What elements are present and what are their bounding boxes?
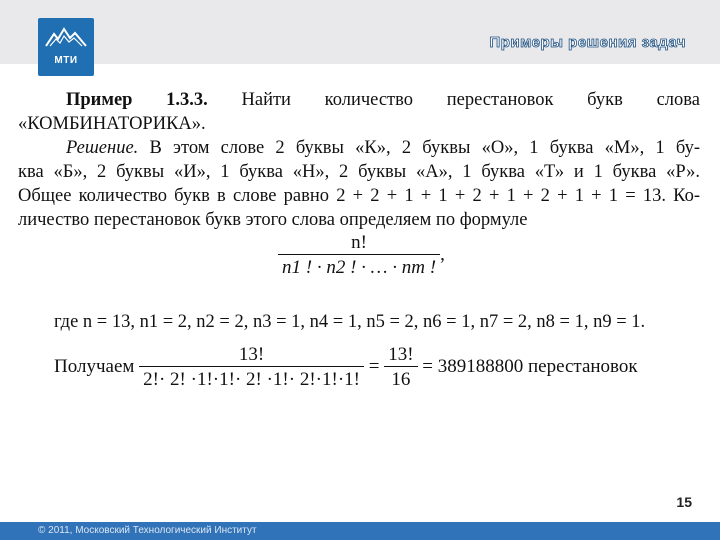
solution-label: Решение. (66, 138, 139, 158)
permutation-formula (278, 232, 445, 279)
example-line-1 (18, 88, 700, 112)
example-label: Пример 1.3.3. (66, 90, 208, 110)
result-line (54, 344, 638, 391)
example-text (18, 88, 700, 232)
institute-logo (38, 18, 94, 76)
result-equals: = (368, 355, 380, 377)
example-task: Найти количество перестановок букв слова (207, 90, 700, 110)
parameter-values: где n = 13, n1 = 2, n2 = 2, n3 = 1, n4 = 1, n5 = 2, n6 = 1, n7 = 2, n8 = 1, n9 = 1. (54, 312, 646, 332)
footer-bar (0, 522, 720, 540)
solution-line-1 (18, 136, 700, 160)
solution-line-4: личество перестановок букв этого слова определяем по формуле (18, 210, 528, 230)
result-fraction (139, 344, 364, 391)
footer-copyright: © 2011, Московский Технологический Институт (38, 525, 257, 536)
header-bar (0, 0, 720, 64)
page-number: 15 (676, 494, 692, 510)
result-fraction-2 (384, 344, 417, 391)
result-numerator: 13! (238, 344, 265, 365)
formula-fraction (278, 232, 440, 279)
formula-denominator: n1 ! · n2 ! · … · nm ! (278, 254, 440, 279)
solution-text: В этом слове 2 буквы «К», 2 буквы «О», 1 буква «М», 1 бу- (138, 138, 700, 158)
result-numerator-2: 13! (388, 344, 414, 365)
example-line-2: «КОМБИНАТОРИКА». (18, 114, 206, 134)
result-label: Получаем (54, 355, 135, 377)
formula-numerator: n! (351, 232, 367, 253)
solution-line-2: ква «Б», 2 буквы «И», 1 буква «Н», 2 буквы «А», 1 буква «Т» и 1 буква «Р». (18, 162, 700, 182)
page-title: Примеры решения задач (489, 34, 686, 51)
result-denominator-2: 16 (384, 366, 417, 391)
logo-text: МТИ (54, 55, 78, 66)
mountains-icon (44, 26, 88, 48)
result-denominator: 2!· 2! ·1!·1!· 2! ·1!· 2!·1!·1! (139, 366, 364, 391)
solution-line-3: Общее количество букв в слове равно 2 + 2 + 1 + 1 + 2 + 1 + 2 + 1 + 1 = 13. Ко- (18, 186, 700, 206)
result-value: = 389188800 перестановок (422, 355, 638, 377)
formula-comma: , (440, 243, 445, 265)
